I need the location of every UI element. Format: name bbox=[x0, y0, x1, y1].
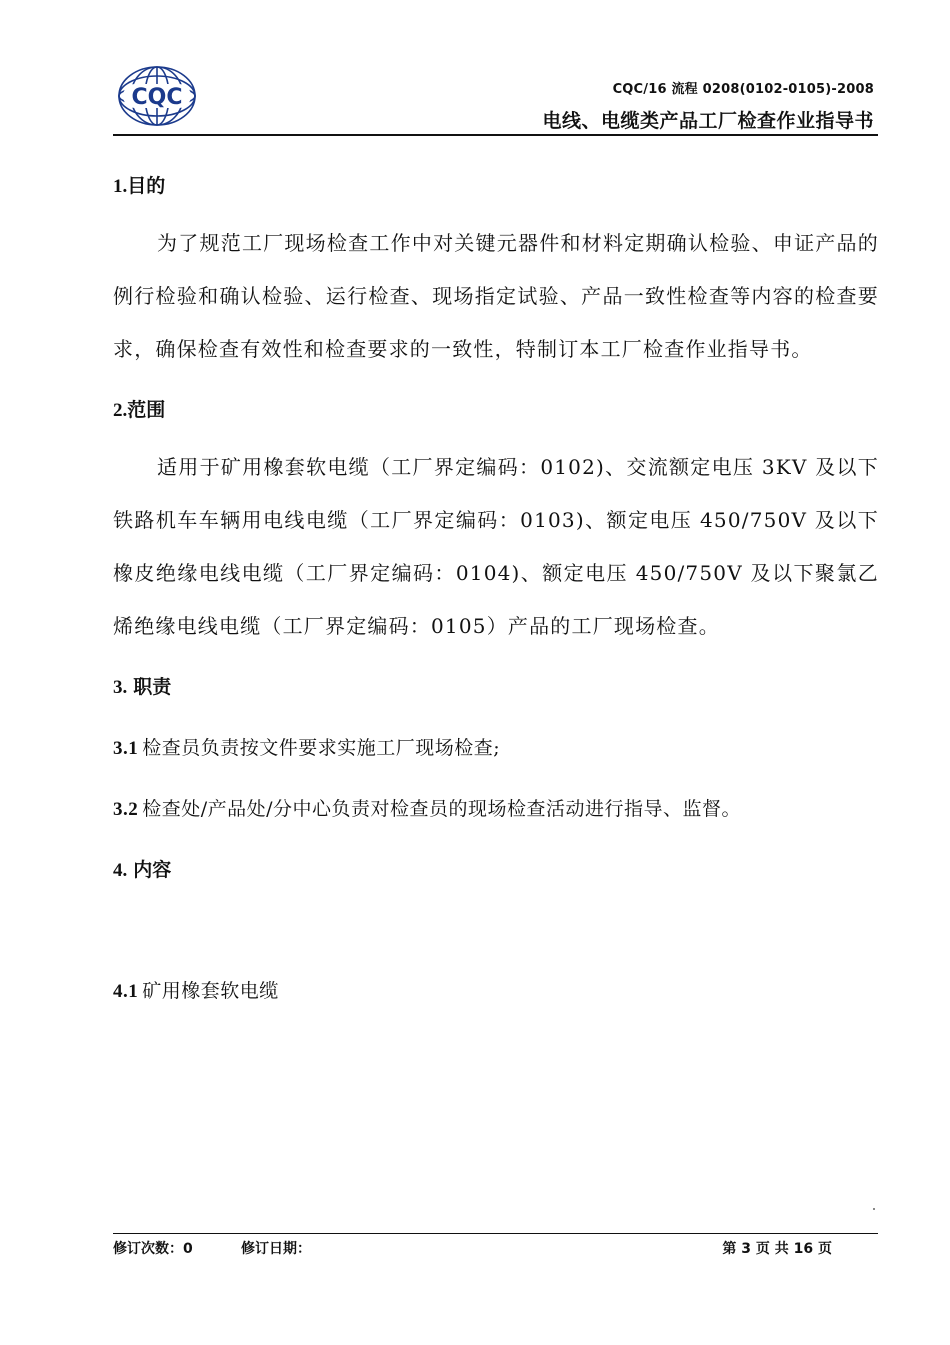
item-text: 检查处/产品处/分中心负责对检查员的现场检查活动进行指导、监督。 bbox=[142, 798, 742, 820]
revision-date: 修订日期： bbox=[241, 1241, 311, 1257]
section-number: 1. bbox=[113, 176, 128, 197]
item-number: 4.1 bbox=[113, 981, 139, 1002]
document-title: 电线、电缆类产品工厂检查作业指导书 bbox=[542, 110, 874, 132]
section-number: 4. bbox=[113, 860, 128, 881]
document-body bbox=[113, 170, 879, 1008]
section-2-paragraph: 适用于矿用橡套软电缆（工厂界定编码：0102)、交流额定电压 3KV 及以下铁路机车车辆用电线电缆（工厂界定编码：0103)、额定电压 450/750V 及以下橡皮绝缘电线电缆（工厂界定编码：0104)、额定电压 450/750V 及以下聚氯乙烯绝缘电线电缆（工厂界定编码：0105）产品的工厂现场检查。 bbox=[113, 455, 879, 638]
list-item bbox=[113, 793, 879, 826]
section-4-heading bbox=[113, 854, 879, 887]
list-item bbox=[113, 975, 879, 1008]
cqc-logo-text: CQC bbox=[131, 85, 183, 110]
footer-divider bbox=[113, 1233, 878, 1234]
section-3-heading bbox=[113, 671, 879, 704]
section-title: 范围 bbox=[127, 399, 166, 421]
section-number: 2. bbox=[113, 400, 128, 421]
item-text: 矿用橡套软电缆 bbox=[142, 980, 279, 1002]
cqc-logo bbox=[115, 64, 199, 128]
section-title: 职责 bbox=[133, 676, 172, 698]
item-number: 3.1 bbox=[113, 738, 139, 759]
document-code: CQC/16 流程 0208(0102-0105)-2008 bbox=[612, 82, 874, 97]
revision-count: 修订次数：0 bbox=[113, 1241, 193, 1257]
page-number: 第 3 页 共 16 页 bbox=[722, 1241, 832, 1257]
item-text: 检查员负责按文件要求实施工厂现场检查; bbox=[142, 737, 501, 759]
stray-dot bbox=[873, 1208, 875, 1210]
page-footer bbox=[113, 1238, 878, 1258]
list-item bbox=[113, 732, 879, 765]
section-title: 目的 bbox=[127, 175, 166, 197]
section-number: 3. bbox=[113, 677, 128, 698]
section-2-heading bbox=[113, 394, 879, 427]
section-title: 内容 bbox=[133, 859, 172, 881]
section-1-heading bbox=[113, 170, 879, 203]
item-number: 3.2 bbox=[113, 799, 139, 820]
section-1-paragraph: 为了规范工厂现场检查工作中对关键元器件和材料定期确认检验、申证产品的例行检验和确认检验、运行检查、现场指定试验、产品一致性检查等内容的检查要求，确保检查有效性和检查要求的一致性，特制订本工厂检查作业指导书。 bbox=[113, 231, 879, 361]
header-divider bbox=[113, 134, 878, 136]
